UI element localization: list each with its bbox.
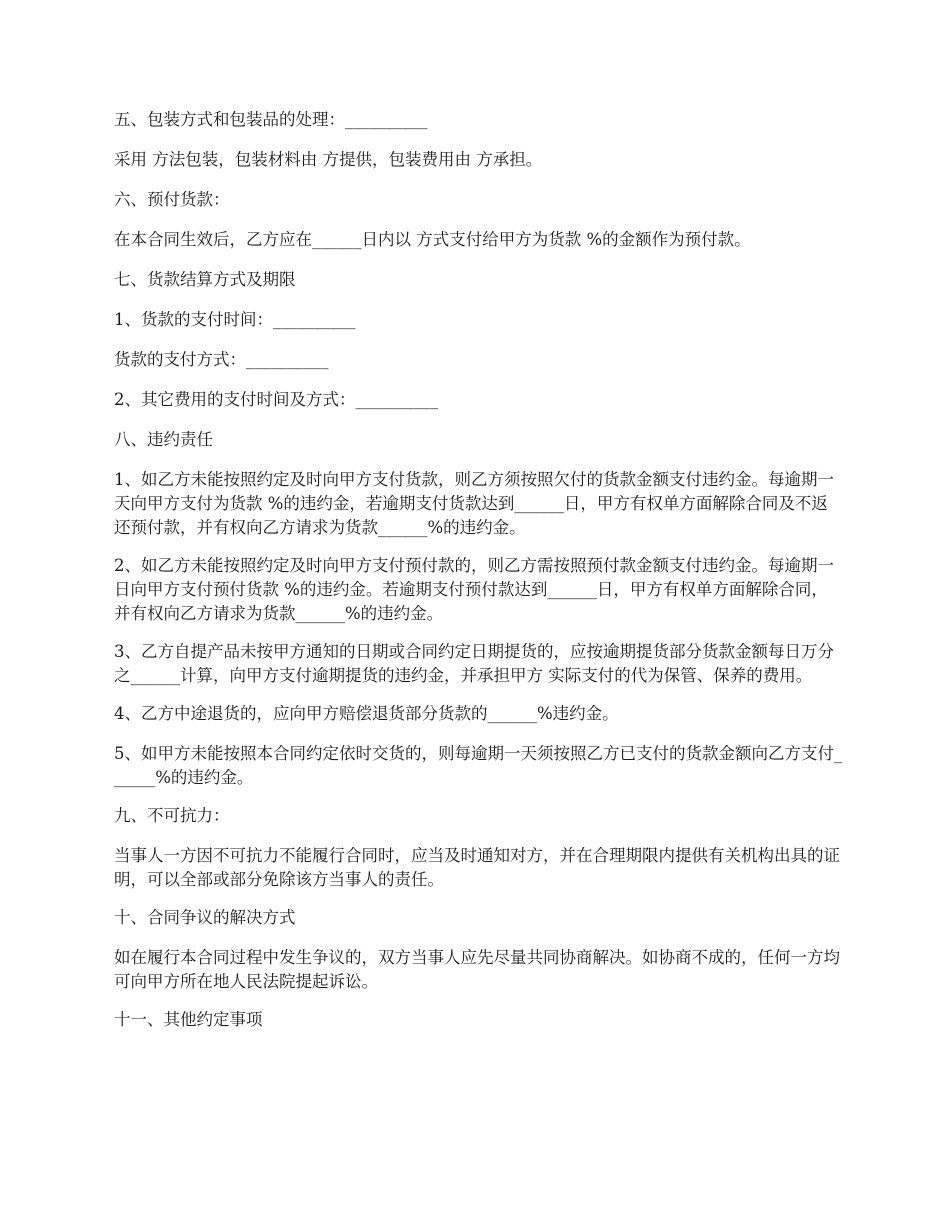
document-page bbox=[114, 108, 844, 1048]
section-6-heading: 六、预付货款： bbox=[114, 190, 230, 209]
section-10-heading: 十、合同争议的解决方式 bbox=[114, 908, 296, 927]
section-8-clause-2: 2、如乙方未能按照约定及时向甲方支付预付款的，则乙方需按照预付款金额支付违约金。每逾期一日向甲方支付预付货款 %的违约金。若逾期支付预付款达到______日，甲方有权单方面解除合同，并有权向乙方请求为货款______%的违约金。 bbox=[114, 556, 834, 623]
section-7-item-2: 2、其它费用的支付时间及方式：__________ bbox=[114, 390, 438, 409]
section-6-body: 在本合同生效后，乙方应在______日内以 方式支付给甲方为货款 %的金额作为预付款。 bbox=[114, 230, 751, 249]
section-7-item-1: 1、货款的支付时间：__________ bbox=[114, 310, 356, 329]
section-8-clause-4: 4、乙方中途退货的，应向甲方赔偿退货部分货款的______%违约金。 bbox=[114, 704, 619, 723]
section-5-heading: 五、包装方式和包装品的处理：__________ bbox=[114, 110, 428, 129]
section-8-clause-3: 3、乙方自提产品未按甲方通知的日期或合同约定日期提货的，应按逾期提货部分货款金额每日万分之______计算，向甲方支付逾期提货的违约金，并承担甲方 实际支付的代为保管、保养的费用。 bbox=[114, 642, 834, 685]
section-11-heading: 十一、其他约定事项 bbox=[114, 1010, 263, 1029]
section-8-heading: 八、违约责任 bbox=[114, 430, 213, 449]
section-5-body: 采用 方法包装，包装材料由 方提供，包装费用由 方承担。 bbox=[114, 150, 543, 169]
section-8-clause-1: 1、如乙方未能按照约定及时向甲方支付货款，则乙方须按照欠付的货款金额支付违约金。每逾期一天向甲方支付为货款 %的违约金，若逾期支付货款达到______日，甲方有权单方面解除合同及不返还预付款，并有权向乙方请求为货款______%的违约金。 bbox=[114, 470, 834, 537]
section-9-body: 当事人一方因不可抗力不能履行合同时，应当及时通知对方，并在合理期限内提供有关机构出具的证明，可以全部或部分免除该方当事人的责任。 bbox=[114, 846, 840, 889]
section-10-body: 如在履行本合同过程中发生争议的，双方当事人应先尽量共同协商解决。如协商不成的，任何一方均可向甲方所在地人民法院提起诉讼。 bbox=[114, 948, 840, 991]
section-9-heading: 九、不可抗力： bbox=[114, 806, 230, 825]
section-7-heading: 七、货款结算方式及期限 bbox=[114, 270, 296, 289]
section-8-clause-5: 5、如甲方未能按照本合同约定依时交货的，则每逾期一天须按照乙方已支付的货款金额向乙方支付______%的违约金。 bbox=[114, 744, 843, 787]
section-7-payment-method: 货款的支付方式：__________ bbox=[114, 350, 329, 369]
